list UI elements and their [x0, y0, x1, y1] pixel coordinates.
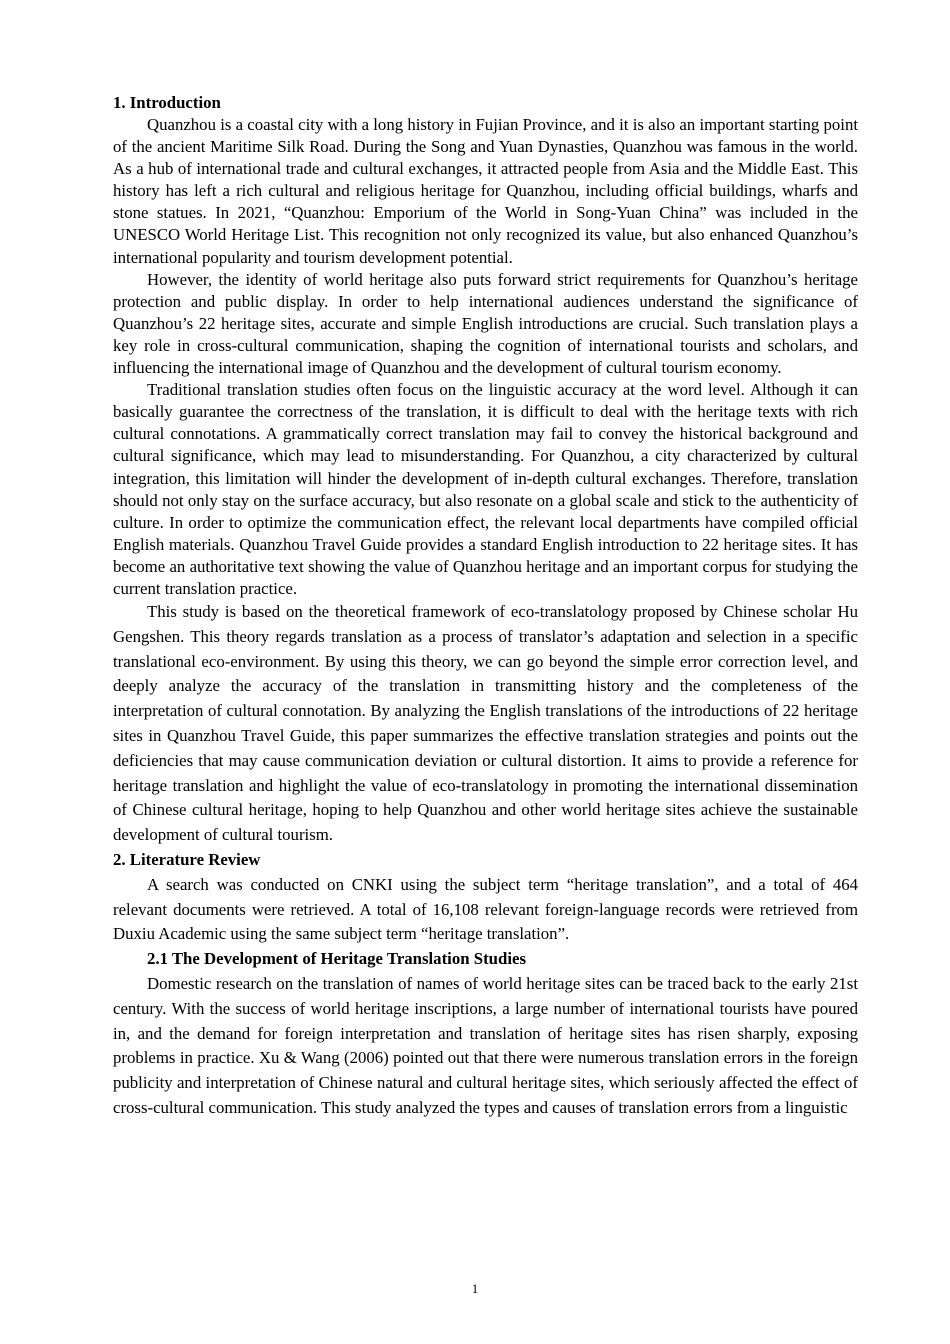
paragraph: A search was conducted on CNKI using the subject term “heritage translation”, and a total of 464 relevant documents were retrieved. A total of 16,108 relevant foreign-language records were retrieved from Duxiu Academic using the same subject term “heritage translation”.	[113, 874, 858, 944]
subsection-heading-development: 2.1 The Development of Heritage Translation Studies	[147, 949, 526, 969]
subsection-development-block	[113, 972, 858, 1121]
paragraph: However, the identity of world heritage also puts forward strict requirements for Quanzhou’s heritage protection and public display. In order to help international audiences understand the significance of Quanzhou’s 22 heritage sites, accurate and simple English introductions are crucial. Such translation plays a key role in cross-cultural communication, shaping the cognition of international tourists and scholars, and influencing the international image of Quanzhou and the development of cultural tourism economy.	[113, 269, 858, 378]
section-heading-introduction: 1. Introduction	[113, 93, 221, 112]
paragraph: Domestic research on the translation of names of world heritage sites can be traced back to the early 21st century. With the success of world heritage inscriptions, a large number of international tourists have poured in, and the demand for foreign interpretation and translation of heritage sites has risen sharply, exposing problems in practice. Xu & Wang (2006) pointed out that there were numerous translation errors in the foreign publicity and interpretation of Chinese natural and cultural heritage sites, which seriously affected the effect of cross-cultural communication. This study analyzed the types and causes of translation errors from a linguistic	[113, 974, 858, 1117]
literature-review-block	[113, 873, 858, 947]
paragraph: This study is based on the theoretical framework of eco-translatology proposed by Chinese scholar Hu Gengshen. This theory regards translation as a process of translator’s adaptation and selection in a specific translational eco-environment. By using this theory, we can go beyond the simple error correction level, and deeply analyze the accuracy of the translation in transmitting history and the completeness of the interpretation of cultural connotation. By analyzing the English translations of the introductions of 22 heritage sites in Quanzhou Travel Guide, this paper summarizes the effective translation strategies and points out the deficiencies that may cause communication deviation or cultural distortion. It aims to provide a reference for heritage translation and highlight the value of eco-translatology in promoting the international dissemination of Chinese cultural heritage, hoping to help Quanzhou and other world heritage sites achieve the sustainable development of cultural tourism.	[113, 602, 858, 845]
section-heading-literature-review: 2. Literature Review	[113, 850, 261, 870]
introduction-loose-block	[113, 600, 858, 848]
paragraph: Traditional translation studies often focus on the linguistic accuracy at the word level. Although it can basically guarantee the correctness of the translation, it is difficult to deal with the heritage texts with rich cultural connotations. A grammatically correct translation may fail to convey the historical background and cultural significance, which may lead to misunderstanding. For Quanzhou, a city characterized by cultural integration, this limitation will hinder the development of in-depth cultural exchanges. Therefore, translation should not only stay on the surface accuracy, but also resonate on a global scale and stick to the authenticity of culture. In order to optimize the communication effect, the relevant local departments have compiled official English materials. Quanzhou Travel Guide provides a standard English introduction to 22 heritage sites. It has become an authoritative text showing the value of Quanzhou heritage and an important corpus for studying the current translation practice.	[113, 380, 858, 598]
introduction-tight-block	[113, 114, 858, 600]
document-body	[113, 92, 858, 1121]
paragraph: Quanzhou is a coastal city with a long history in Fujian Province, and it is also an important starting point of the ancient Maritime Silk Road. During the Song and Yuan Dynasties, Quanzhou was famous in the world. As a hub of international trade and cultural exchanges, it attracted people from Asia and the Middle East. This history has left a rich cultural and religious heritage for Quanzhou, including official buildings, wharfs and stone statues. In 2021, “Quanzhou: Emporium of the World in Song-Yuan China” was included in the UNESCO World Heritage List. This recognition not only recognized its value, but also enhanced Quanzhou’s international popularity and tourism development potential.	[113, 115, 858, 267]
page-number: 1	[471, 1281, 479, 1296]
